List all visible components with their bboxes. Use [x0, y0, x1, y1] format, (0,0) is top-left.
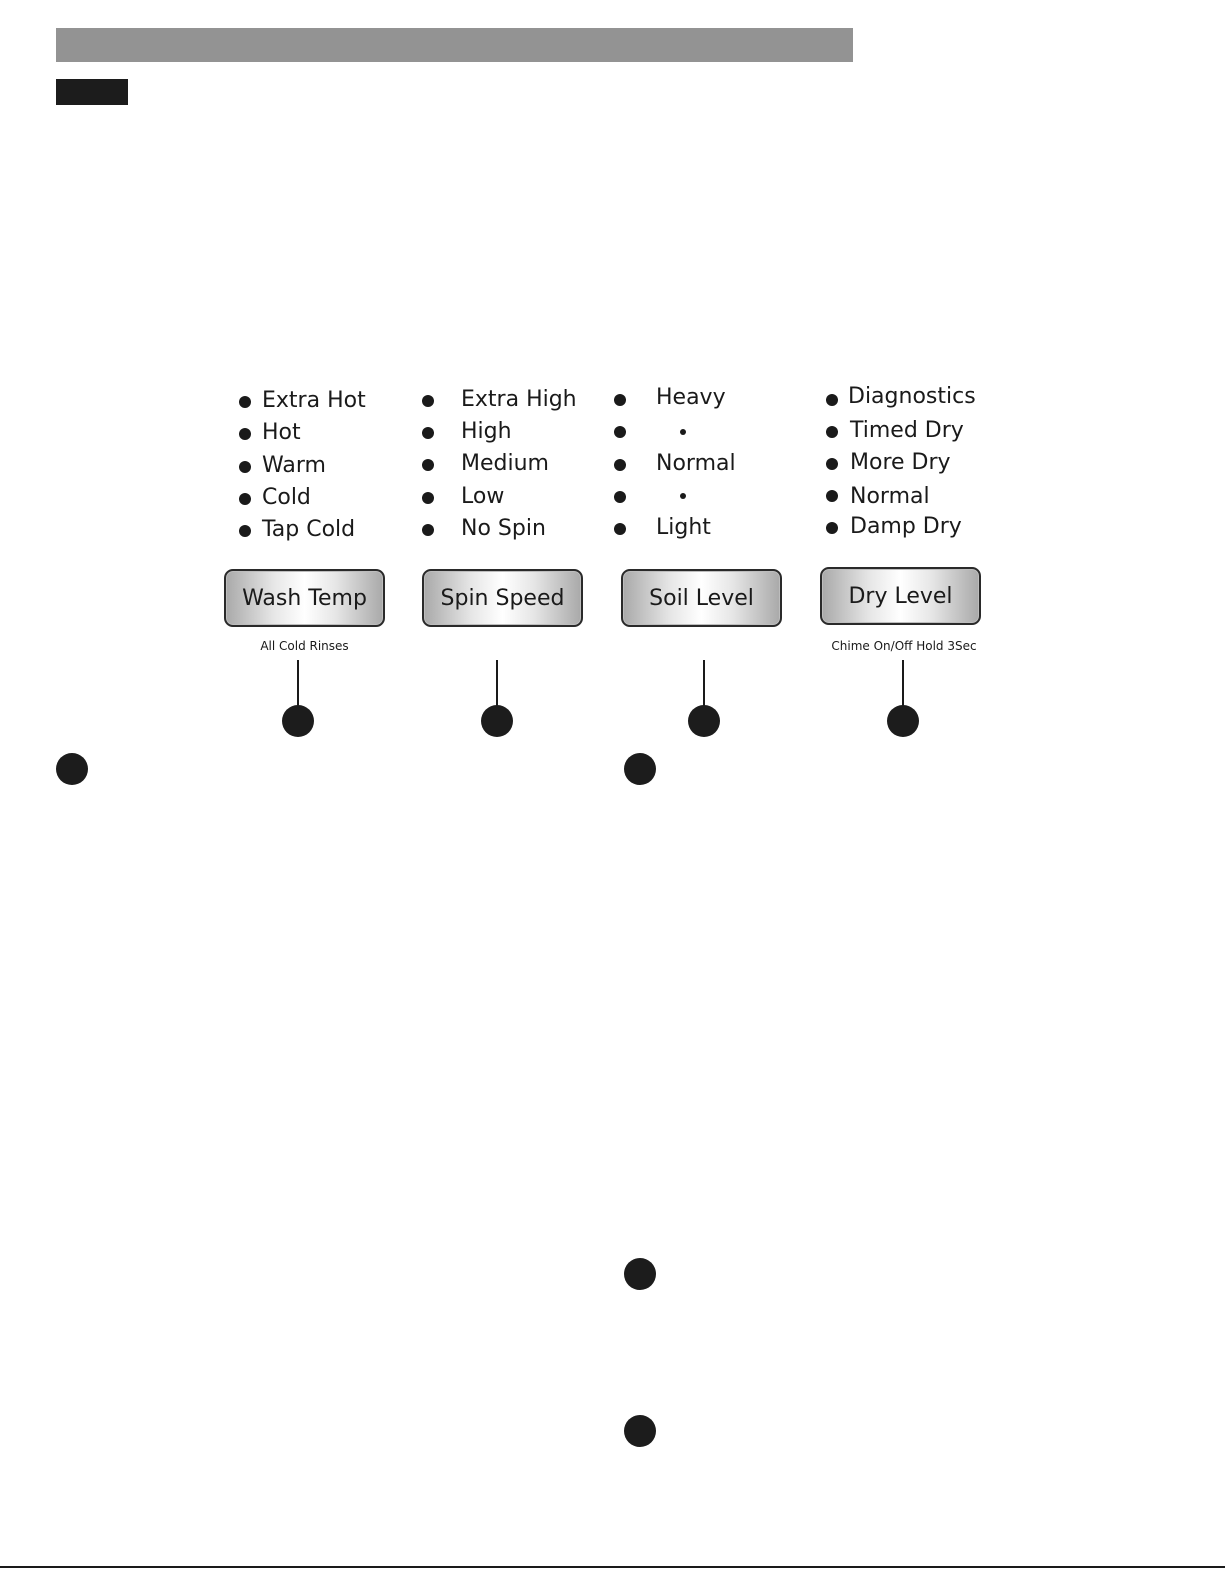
option-high: High — [461, 419, 512, 444]
dry-level-sub-label: Chime On/Off Hold 3Sec — [831, 639, 977, 653]
indicator-led — [614, 491, 626, 503]
section-tab — [56, 79, 128, 105]
option-tap-cold: Tap Cold — [262, 517, 356, 542]
wash-temp-sub-label: All Cold Rinses — [260, 639, 349, 653]
callout-marker — [481, 705, 513, 737]
header-bar — [56, 28, 853, 62]
callout-marker — [887, 705, 919, 737]
indicator-led — [239, 493, 251, 505]
wash-temp-button[interactable]: Wash Temp — [224, 569, 385, 627]
option-medium: Medium — [461, 451, 549, 476]
leader-line — [297, 660, 299, 708]
indicator-led — [614, 459, 626, 471]
section-marker — [56, 753, 88, 785]
option-light: Light — [656, 515, 711, 540]
option-low: Low — [461, 484, 505, 509]
option-extra-high: Extra High — [461, 387, 577, 412]
indicator-led — [422, 524, 434, 536]
option-damp-dry: Damp Dry — [850, 514, 962, 539]
option-heavy: Heavy — [656, 385, 726, 410]
option-extra-hot: Extra Hot — [262, 388, 366, 413]
indicator-led — [422, 459, 434, 471]
indicator-led — [239, 525, 251, 537]
indicator-led — [239, 396, 251, 408]
indicator-led — [422, 395, 434, 407]
callout-marker — [282, 705, 314, 737]
indicator-led — [614, 426, 626, 438]
option-more-dry: More Dry — [850, 450, 951, 475]
option-hot: Hot — [262, 420, 301, 445]
soil-level-button[interactable]: Soil Level — [621, 569, 782, 627]
spin-speed-button[interactable]: Spin Speed — [422, 569, 583, 627]
option-timed-dry: Timed Dry — [850, 418, 964, 443]
footer-rule — [0, 1566, 1225, 1568]
section-marker — [624, 753, 656, 785]
dry-level-button[interactable]: Dry Level — [820, 567, 981, 625]
indicator-led — [614, 394, 626, 406]
indicator-led — [422, 427, 434, 439]
indicator-led — [826, 394, 838, 406]
option-normal: Normal — [656, 451, 736, 476]
callout-marker — [688, 705, 720, 737]
option-diagnostics: Diagnostics — [848, 384, 976, 409]
option-cold: Cold — [262, 485, 311, 510]
section-marker — [624, 1258, 656, 1290]
indicator-led — [614, 523, 626, 535]
section-marker — [624, 1415, 656, 1447]
leader-line — [902, 660, 904, 708]
option-no-spin: No Spin — [461, 516, 546, 541]
indicator-led — [826, 522, 838, 534]
indicator-led — [239, 428, 251, 440]
leader-line — [703, 660, 705, 708]
indicator-led — [422, 492, 434, 504]
indicator-led — [826, 490, 838, 502]
intermediate-level-mark — [680, 493, 686, 499]
indicator-led — [239, 461, 251, 473]
leader-line — [496, 660, 498, 708]
indicator-led — [826, 458, 838, 470]
option-warm: Warm — [262, 453, 326, 478]
indicator-led — [826, 426, 838, 438]
option-normal: Normal — [850, 484, 930, 509]
intermediate-level-mark — [680, 429, 686, 435]
